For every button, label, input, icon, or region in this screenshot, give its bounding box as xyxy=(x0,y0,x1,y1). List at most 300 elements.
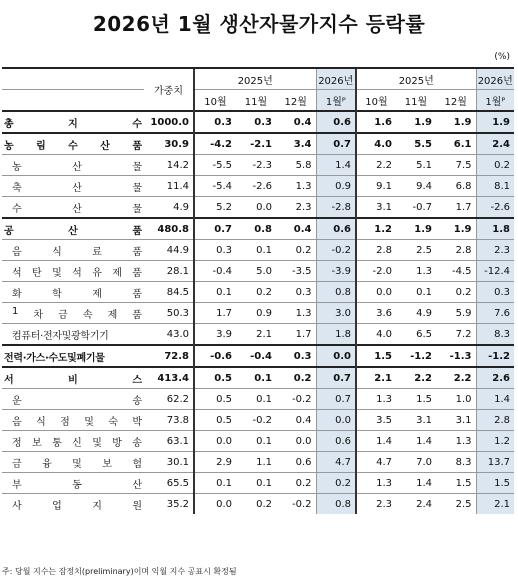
row-label xyxy=(2,218,144,240)
row-value: 7.5 xyxy=(436,155,476,176)
row-value: 1.7 xyxy=(436,197,476,219)
label-segment: 사 xyxy=(12,500,22,512)
label-segment: 및 xyxy=(84,416,94,428)
row-value: 0.2 xyxy=(276,367,316,389)
row-label xyxy=(2,345,144,367)
table-row xyxy=(2,367,514,389)
row-weight: 62.2 xyxy=(144,389,194,410)
header-month: 10월 xyxy=(194,90,236,112)
row-label xyxy=(2,452,144,473)
row-weight: 50.3 xyxy=(144,303,194,324)
row-weight: 11.4 xyxy=(144,176,194,197)
row-value: -2.8 xyxy=(316,197,356,219)
table-row xyxy=(2,218,514,240)
row-value: 3.0 xyxy=(316,303,356,324)
row-value: -0.6 xyxy=(194,345,236,367)
row-value: 1.3 xyxy=(436,431,476,452)
row-label-text: 컴퓨터·전자및광학기기 xyxy=(12,330,109,342)
table-row xyxy=(2,261,514,282)
label-segment: 산 xyxy=(72,203,82,215)
row-weight: 30.1 xyxy=(144,452,194,473)
row-label xyxy=(2,431,144,452)
row-weight: 14.2 xyxy=(144,155,194,176)
row-value: 2.5 xyxy=(436,494,476,515)
row-value: 0.1 xyxy=(396,282,436,303)
row-value: 0.2 xyxy=(316,473,356,494)
row-value: 2.4 xyxy=(476,133,514,155)
row-value: -12.4 xyxy=(476,261,514,282)
row-label xyxy=(2,303,144,324)
row-value: 0.1 xyxy=(236,367,276,389)
row-label-text xyxy=(12,476,142,491)
row-value: 0.2 xyxy=(236,282,276,303)
label-segment: 비 xyxy=(68,374,78,386)
row-value: 0.9 xyxy=(236,303,276,324)
row-value: 5.9 xyxy=(436,303,476,324)
label-segment: 산 xyxy=(72,182,82,194)
row-value: 5.1 xyxy=(396,155,436,176)
row-value: -0.2 xyxy=(276,389,316,410)
label-segment: 품 xyxy=(132,246,142,258)
label-segment: 료 xyxy=(92,246,102,258)
row-value: 0.0 xyxy=(194,431,236,452)
row-value: 1.4 xyxy=(316,155,356,176)
row-label xyxy=(2,367,144,389)
row-value: 1.3 xyxy=(396,261,436,282)
row-weight: 43.0 xyxy=(144,324,194,346)
table-row xyxy=(2,240,514,261)
header-weight: 가중치 xyxy=(144,68,194,111)
row-value: 2.2 xyxy=(436,367,476,389)
row-value: 1.4 xyxy=(396,431,436,452)
label-segment: 제 xyxy=(112,267,122,279)
row-value: 0.6 xyxy=(316,218,356,240)
label-segment: 스 xyxy=(132,374,142,386)
label-segment: 석 xyxy=(72,267,82,279)
row-value: 0.4 xyxy=(276,218,316,240)
row-label xyxy=(2,410,144,431)
row-label-text xyxy=(12,306,142,321)
row-label xyxy=(2,324,144,346)
row-value: 9.4 xyxy=(396,176,436,197)
row-value: 0.3 xyxy=(236,111,276,133)
label-segment: 석 xyxy=(12,267,22,279)
label-segment: 융 xyxy=(42,458,52,470)
row-value: 1.4 xyxy=(356,431,396,452)
row-value: -0.2 xyxy=(276,494,316,515)
row-value: 0.3 xyxy=(194,240,236,261)
row-label xyxy=(2,176,144,197)
row-value: -1.2 xyxy=(476,345,514,367)
row-value: 7.2 xyxy=(436,324,476,346)
row-value: 2.8 xyxy=(436,240,476,261)
row-value: 7.6 xyxy=(476,303,514,324)
row-weight: 63.1 xyxy=(144,431,194,452)
row-value: 0.6 xyxy=(276,452,316,473)
row-value: 0.7 xyxy=(316,133,356,155)
label-segment: 물 xyxy=(132,203,142,215)
row-value: -2.1 xyxy=(236,133,276,155)
row-weight: 35.2 xyxy=(144,494,194,515)
row-value: -5.4 xyxy=(194,176,236,197)
row-value: 2.8 xyxy=(476,410,514,431)
label-segment: 유 xyxy=(92,267,102,279)
row-value: -0.4 xyxy=(236,345,276,367)
row-value: 1.9 xyxy=(436,218,476,240)
row-value: 2.8 xyxy=(356,240,396,261)
row-value: 4.0 xyxy=(356,133,396,155)
row-value: -2.6 xyxy=(476,197,514,219)
row-value: 0.1 xyxy=(236,240,276,261)
row-value: 3.1 xyxy=(356,197,396,219)
label-segment: 축 xyxy=(12,182,22,194)
row-label xyxy=(2,133,144,155)
label-segment: 산 xyxy=(72,161,82,173)
row-value: 1.2 xyxy=(356,218,396,240)
row-value: 1.8 xyxy=(316,324,356,346)
header-blank-2 xyxy=(2,90,144,112)
row-value: 2.9 xyxy=(194,452,236,473)
label-segment: 화 xyxy=(12,288,22,300)
row-value: 1.9 xyxy=(436,111,476,133)
label-segment: 방 xyxy=(112,437,122,449)
row-value: 9.1 xyxy=(356,176,396,197)
row-value: 0.1 xyxy=(236,389,276,410)
label-segment: 농 xyxy=(4,140,14,152)
label-segment: 식 xyxy=(52,246,62,258)
row-value: 0.3 xyxy=(476,282,514,303)
label-segment: 품 xyxy=(132,309,142,321)
row-label-text xyxy=(12,264,142,279)
label-segment: 송 xyxy=(132,395,142,407)
row-value: 3.6 xyxy=(356,303,396,324)
row-value: 1.5 xyxy=(436,473,476,494)
row-value: 0.3 xyxy=(194,111,236,133)
row-value: 0.4 xyxy=(276,111,316,133)
row-value: 0.6 xyxy=(316,431,356,452)
row-value: 4.7 xyxy=(356,452,396,473)
label-segment: 수 xyxy=(132,118,142,130)
row-value: 8.1 xyxy=(476,176,514,197)
label-segment: 송 xyxy=(132,437,142,449)
row-value: 1.5 xyxy=(356,345,396,367)
label-segment: 음 xyxy=(12,416,22,428)
row-value: 4.0 xyxy=(356,324,396,346)
label-segment: 및 xyxy=(52,267,62,279)
row-value: 6.5 xyxy=(396,324,436,346)
row-value: 5.5 xyxy=(396,133,436,155)
header-month: 11월 xyxy=(236,90,276,112)
ppi-table xyxy=(2,67,514,514)
row-value: 1.5 xyxy=(476,473,514,494)
row-value: 0.8 xyxy=(316,494,356,515)
row-value: 0.2 xyxy=(476,155,514,176)
label-segment: 물 xyxy=(132,161,142,173)
row-weight: 413.4 xyxy=(144,367,194,389)
row-value: 2.2 xyxy=(396,367,436,389)
row-value: 0.3 xyxy=(276,282,316,303)
row-value: 5.2 xyxy=(194,197,236,219)
row-value: -2.3 xyxy=(236,155,276,176)
row-label-text xyxy=(4,371,142,386)
row-label-text xyxy=(12,285,142,300)
row-value: 2.1 xyxy=(476,494,514,515)
row-label xyxy=(2,282,144,303)
row-label-text xyxy=(12,413,142,428)
row-label xyxy=(2,197,144,219)
header-row-years xyxy=(2,68,514,90)
row-value: 0.0 xyxy=(276,431,316,452)
label-segment: 제 xyxy=(107,309,118,321)
table-row xyxy=(2,176,514,197)
row-value: 0.1 xyxy=(194,282,236,303)
row-value: 6.8 xyxy=(436,176,476,197)
table-row xyxy=(2,155,514,176)
row-value: 1.4 xyxy=(476,389,514,410)
row-value: 0.5 xyxy=(194,389,236,410)
row-value: 1.2 xyxy=(476,431,514,452)
row-value: -2.6 xyxy=(236,176,276,197)
row-weight: 44.9 xyxy=(144,240,194,261)
header-month: 12월 xyxy=(436,90,476,112)
row-weight: 30.9 xyxy=(144,133,194,155)
row-value: 0.2 xyxy=(236,494,276,515)
unit-label: (%) xyxy=(494,52,510,62)
label-segment: 품 xyxy=(132,267,142,279)
row-value: 6.1 xyxy=(436,133,476,155)
row-weight: 1000.0 xyxy=(144,111,194,133)
label-segment: 신 xyxy=(72,437,82,449)
row-weight: 72.8 xyxy=(144,345,194,367)
row-value: 0.8 xyxy=(236,218,276,240)
footnote: 주: 당월 지수는 잠정치(preliminary)이며 익월 지수 공표시 확정됨 xyxy=(2,567,237,576)
row-value: 2.2 xyxy=(356,155,396,176)
row-value: 0.0 xyxy=(356,282,396,303)
row-value: -1.3 xyxy=(436,345,476,367)
row-value: -3.5 xyxy=(276,261,316,282)
table-row xyxy=(2,494,514,515)
row-label-text xyxy=(12,497,142,512)
row-value: 0.4 xyxy=(276,410,316,431)
row-value: 1.3 xyxy=(356,473,396,494)
label-segment: 품 xyxy=(132,140,142,152)
label-segment: 보 xyxy=(102,458,112,470)
row-value: 1.3 xyxy=(356,389,396,410)
row-value: 0.0 xyxy=(316,345,356,367)
row-weight: 84.5 xyxy=(144,282,194,303)
table-row xyxy=(2,111,514,133)
label-segment: 수 xyxy=(12,203,22,215)
header-group-2025-a: 2025년 xyxy=(194,68,316,90)
label-segment: 및 xyxy=(72,458,82,470)
row-value: 0.9 xyxy=(316,176,356,197)
row-label xyxy=(2,473,144,494)
row-label-text xyxy=(12,455,142,470)
header-month: 12월 xyxy=(276,90,316,112)
row-value: -0.2 xyxy=(316,240,356,261)
header-group-2026-b: 2026년 xyxy=(476,68,514,90)
row-value: -0.7 xyxy=(396,197,436,219)
header-row-months xyxy=(2,90,514,112)
label-segment: 품 xyxy=(132,288,142,300)
row-value: 2.5 xyxy=(396,240,436,261)
row-label-text xyxy=(12,434,142,449)
row-value: -0.4 xyxy=(194,261,236,282)
label-segment: 속 xyxy=(82,309,93,321)
row-value: 3.1 xyxy=(396,410,436,431)
row-value: 1.0 xyxy=(436,389,476,410)
row-value: -4.2 xyxy=(194,133,236,155)
label-segment: 총 xyxy=(4,118,14,130)
row-value: 3.5 xyxy=(356,410,396,431)
row-value: -3.9 xyxy=(316,261,356,282)
table-row xyxy=(2,324,514,346)
label-segment: 산 xyxy=(68,225,78,237)
row-value: 1.9 xyxy=(396,218,436,240)
row-label-text xyxy=(4,222,142,237)
row-value: 1.3 xyxy=(276,303,316,324)
label-segment: 물 xyxy=(132,182,142,194)
row-value: 3.9 xyxy=(194,324,236,346)
label-segment: 보 xyxy=(32,437,42,449)
row-value: 0.0 xyxy=(236,197,276,219)
label-segment: 산 xyxy=(132,479,142,491)
label-segment: 금 xyxy=(12,458,22,470)
row-value: 1.1 xyxy=(236,452,276,473)
label-segment: 공 xyxy=(4,225,14,237)
row-label xyxy=(2,111,144,133)
row-value: -1.2 xyxy=(396,345,436,367)
label-segment: 점 xyxy=(60,416,70,428)
row-value: 4.7 xyxy=(316,452,356,473)
header-group-2025-b: 2025년 xyxy=(356,68,476,90)
row-value: 1.9 xyxy=(396,111,436,133)
label-segment: 지 xyxy=(68,118,78,130)
row-value: 2.1 xyxy=(236,324,276,346)
row-value: -0.2 xyxy=(236,410,276,431)
row-value: 0.6 xyxy=(316,111,356,133)
row-value: -5.5 xyxy=(194,155,236,176)
label-segment: 업 xyxy=(52,500,62,512)
row-value: 2.1 xyxy=(356,367,396,389)
row-label-text xyxy=(12,200,142,215)
row-label xyxy=(2,155,144,176)
row-label-text xyxy=(4,115,142,130)
label-segment: 정 xyxy=(12,437,22,449)
row-value: 1.9 xyxy=(476,111,514,133)
row-label-text: 전력·가스·수도및폐기물 xyxy=(4,352,105,364)
row-value: 0.1 xyxy=(236,431,276,452)
header-blank xyxy=(2,68,144,90)
header-month: 1월ᴾ xyxy=(476,90,514,112)
row-label-text xyxy=(12,243,142,258)
table-row xyxy=(2,410,514,431)
page-title: 2026년 1월 생산자물가지수 등락률 xyxy=(92,12,426,36)
label-segment: 동 xyxy=(72,479,82,491)
row-weight: 4.9 xyxy=(144,197,194,219)
row-label xyxy=(2,494,144,515)
row-value: -4.5 xyxy=(436,261,476,282)
row-value: 0.2 xyxy=(276,240,316,261)
header-month: 1월ᴾ xyxy=(316,90,356,112)
row-label-text xyxy=(12,158,142,173)
row-label-text xyxy=(12,179,142,194)
label-segment: 부 xyxy=(12,479,22,491)
label-segment: 산 xyxy=(100,140,110,152)
row-value: 1.7 xyxy=(276,324,316,346)
row-value: 5.0 xyxy=(236,261,276,282)
table-row xyxy=(2,133,514,155)
label-segment: 제 xyxy=(92,288,102,300)
row-value: 8.3 xyxy=(436,452,476,473)
label-segment: 통 xyxy=(52,437,62,449)
row-label-text xyxy=(4,137,142,152)
row-weight: 28.1 xyxy=(144,261,194,282)
row-value: 2.3 xyxy=(276,197,316,219)
label-segment: 1 xyxy=(12,305,19,317)
row-value: 2.4 xyxy=(396,494,436,515)
row-value: 4.9 xyxy=(396,303,436,324)
row-value: 0.7 xyxy=(194,218,236,240)
label-segment: 박 xyxy=(132,416,142,428)
row-value: 0.2 xyxy=(276,473,316,494)
row-value: 0.7 xyxy=(316,389,356,410)
row-value: 0.5 xyxy=(194,367,236,389)
row-value: 7.0 xyxy=(396,452,436,473)
header-group-2026: 2026년 xyxy=(316,68,356,90)
row-value: 0.3 xyxy=(276,345,316,367)
row-value: 1.3 xyxy=(276,176,316,197)
label-segment: 및 xyxy=(92,437,102,449)
row-value: 0.0 xyxy=(316,410,356,431)
row-value: 8.3 xyxy=(476,324,514,346)
label-segment: 험 xyxy=(132,458,142,470)
row-value: 1.6 xyxy=(356,111,396,133)
row-value: 3.4 xyxy=(276,133,316,155)
label-segment: 수 xyxy=(68,140,78,152)
row-value: 1.8 xyxy=(476,218,514,240)
row-weight: 73.8 xyxy=(144,410,194,431)
row-value: 0.0 xyxy=(194,494,236,515)
label-segment: 탄 xyxy=(32,267,42,279)
row-label xyxy=(2,240,144,261)
row-value: 0.1 xyxy=(194,473,236,494)
row-value: 2.3 xyxy=(476,240,514,261)
label-segment: 림 xyxy=(36,140,46,152)
table-row xyxy=(2,345,514,367)
row-value: 1.5 xyxy=(396,389,436,410)
row-value: 0.7 xyxy=(316,367,356,389)
table-row xyxy=(2,431,514,452)
table-row xyxy=(2,197,514,219)
row-label xyxy=(2,389,144,410)
label-segment: 식 xyxy=(36,416,46,428)
label-segment: 금 xyxy=(58,309,68,321)
header-month: 11월 xyxy=(396,90,436,112)
table-row xyxy=(2,389,514,410)
row-value: 0.5 xyxy=(194,410,236,431)
row-value: 13.7 xyxy=(476,452,514,473)
row-value: 5.8 xyxy=(276,155,316,176)
label-segment: 품 xyxy=(132,225,142,237)
row-value: 0.2 xyxy=(436,282,476,303)
label-segment: 숙 xyxy=(108,416,118,428)
label-segment: 차 xyxy=(33,309,44,321)
row-value: 0.1 xyxy=(236,473,276,494)
row-value: 1.4 xyxy=(396,473,436,494)
row-label xyxy=(2,261,144,282)
table-row xyxy=(2,303,514,324)
